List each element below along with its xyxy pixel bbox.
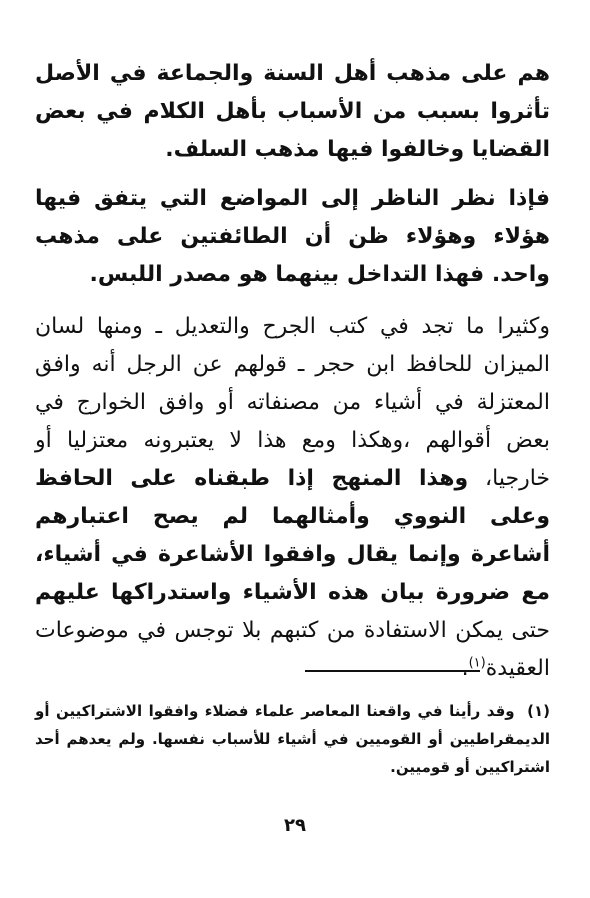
page-number: ٢٩ xyxy=(284,815,306,836)
paragraph-1: هم على مذهب أهل السنة والجماعة في الأصل تأثروا بسبب من الأسباب بأهل الكلام في بعض القضايا وخالفوا فيها مذهب السلف. xyxy=(35,61,550,162)
paragraph-3 xyxy=(35,308,550,688)
paragraph-2: فإذا نظر الناظر إلى المواضع التي يتفق فيها هؤلاء وهؤلاء ظن أن الطائفتين على مذهب واحد. فهذا التداخل بينهما هو مصدر اللبس. xyxy=(35,186,550,287)
footnote-reference[interactable]: (١) xyxy=(468,655,486,671)
footnote-marker: (١) xyxy=(527,702,550,720)
paragraph-3-regular-text: وكثيرا ما تجد في كتب الجرح والتعديل ـ ومنها لسان الميزان للحافظ ابن حجر ـ قولهم عن الرجل أنه وافق المعتزلة في أشياء من مصنفاته أو وافق الخوارج في بعض أقوالهم ،وهكذا ومع هذا لا يعتبرونه معتزليا أو خارجيا، xyxy=(35,314,550,491)
footnote-text: وقد رأينا في واقعنا المعاصر علماء فضلاء وافقوا الاشتراكيين أو الديمقراطيين أو القوميين في أشياء للأسباب نفسها. ولم يعدهم أحد اشتراكيين أو قوميين. xyxy=(35,702,550,776)
paragraph-3-end-text: حتى يمكن الاستفادة من كتبهم بلا توجس في موضوعات العقيدة xyxy=(35,618,550,681)
paragraph-3-period: . xyxy=(461,656,469,681)
footnote xyxy=(35,697,550,781)
footnote-separator xyxy=(305,670,480,672)
paragraph-3-bold-text: وهذا المنهج إذا طبقناه على الحافظ وعلى النووي وأمثالهما لم يصح اعتبارهم أشاعرة وإنما يقال وافقوا الأشاعرة في أشياء، مع ضرورة بيان هذه الأشياء واستدراكها عليهم xyxy=(35,466,550,605)
